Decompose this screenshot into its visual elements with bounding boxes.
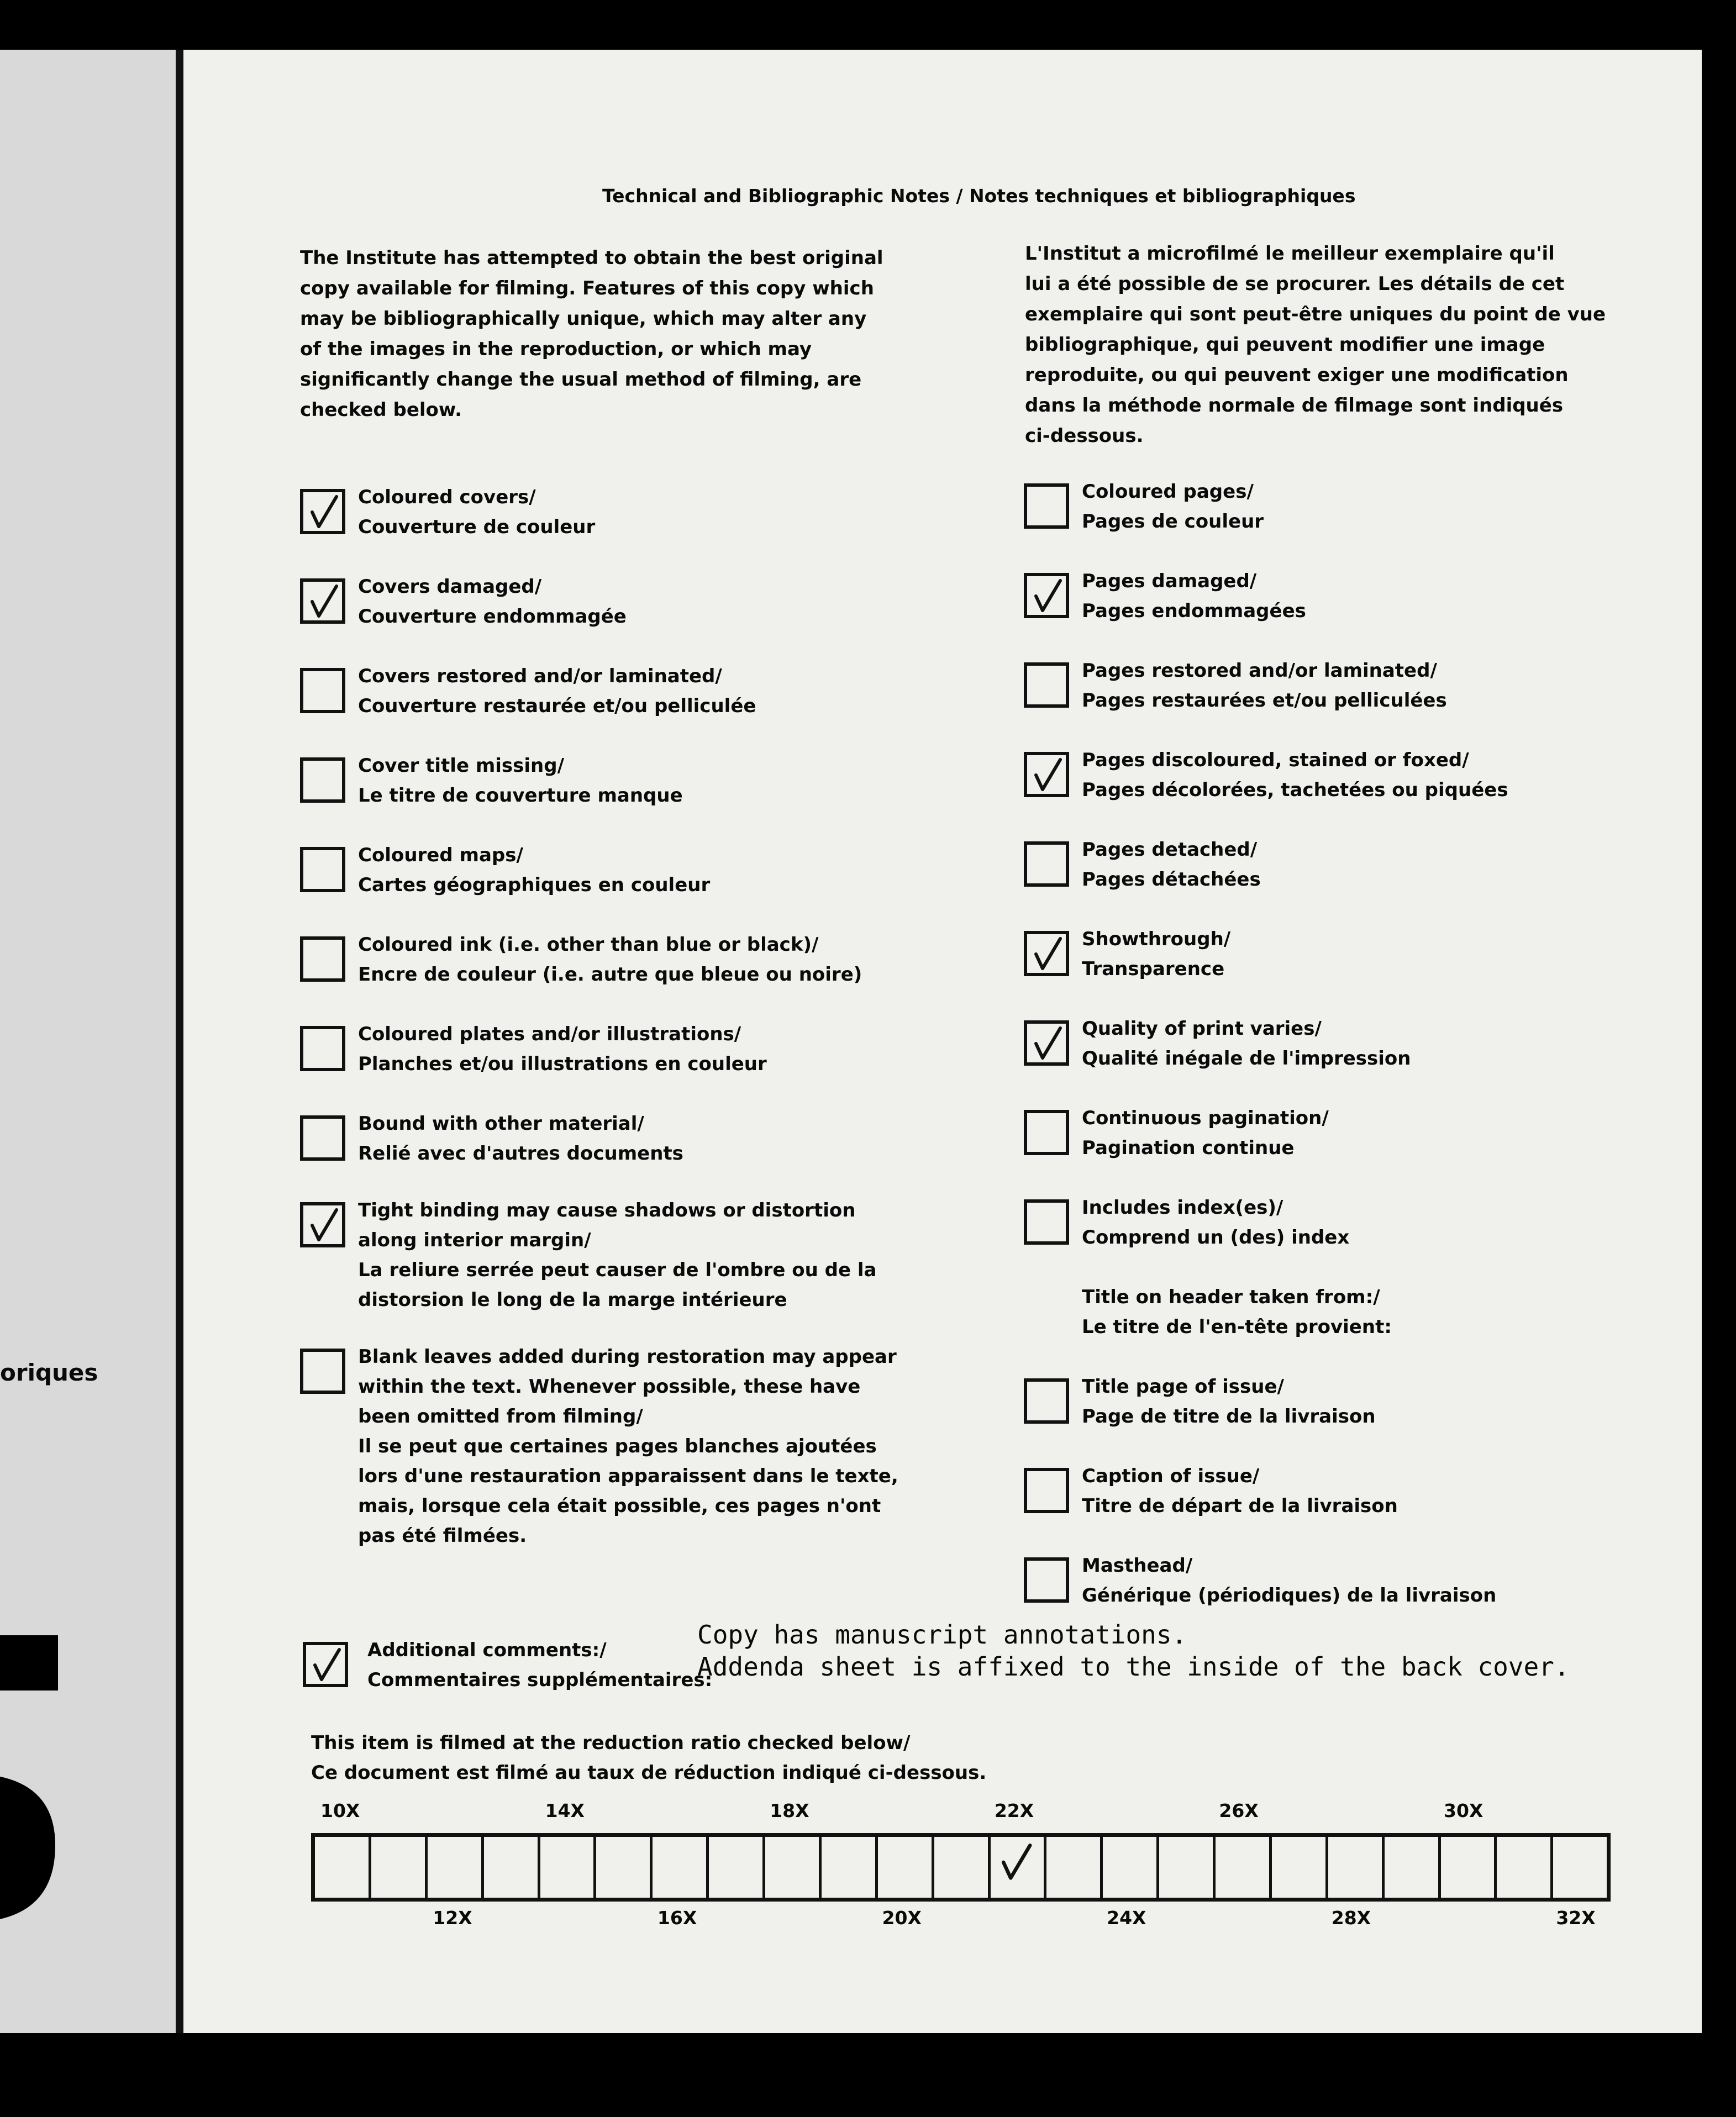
- item-label: [1082, 745, 1508, 805]
- item-label-line: Tight binding may cause shadows or distortion: [358, 1199, 856, 1221]
- item-checkbox[interactable]: [1024, 1199, 1069, 1245]
- item-label: [358, 840, 710, 900]
- item-label-line: Coloured pages/: [1082, 481, 1254, 503]
- item-checkbox[interactable]: [1024, 1557, 1069, 1603]
- intro-line: ci-dessous.: [1025, 425, 1144, 447]
- ratio-cell[interactable]: [822, 1837, 878, 1898]
- item-checkbox[interactable]: [300, 847, 345, 892]
- ratio-cell[interactable]: [1328, 1837, 1385, 1898]
- intro-line: may be bibliographically unique, which may alter any: [300, 308, 867, 330]
- item-checkbox[interactable]: [1024, 483, 1069, 529]
- item-label-line: within the text. Whenever possible, these have: [358, 1376, 861, 1398]
- ratio-label-top: 18X: [770, 1800, 809, 1821]
- ratio-cell[interactable]: [653, 1837, 709, 1898]
- item-label-line: Cover title missing/: [358, 755, 565, 777]
- ratio-label-bottom: 28X: [1331, 1907, 1371, 1929]
- item-label-line: Coloured covers/: [358, 486, 536, 508]
- item-label-line: along interior margin/: [358, 1229, 591, 1251]
- ratio-cell[interactable]: [1553, 1837, 1607, 1898]
- item-checkbox[interactable]: [300, 1349, 345, 1394]
- ratio-label-top: 22X: [994, 1800, 1034, 1821]
- checkmark-icon: [308, 1646, 344, 1685]
- item-checkbox[interactable]: [300, 1115, 345, 1161]
- ratio-cell[interactable]: [709, 1837, 765, 1898]
- intro-line: of the images in the reproduction, or which may: [300, 338, 812, 360]
- checkmark-icon: [306, 583, 341, 622]
- item-label: [1082, 1282, 1392, 1342]
- item-label-line: Pages restaurées et/ou pelliculées: [1082, 689, 1447, 712]
- item-label-line: Caption of issue/: [1082, 1465, 1260, 1487]
- item-label-line: Pages endommagées: [1082, 600, 1306, 622]
- item-label-line: Coloured plates and/or illustrations/: [358, 1023, 741, 1045]
- item-label-line: Showthrough/: [1082, 928, 1231, 950]
- intro-line: lui a été possible de se procurer. Les détails de cet: [1025, 273, 1565, 295]
- item-label: [358, 1019, 767, 1079]
- item-label-line: Couverture de couleur: [358, 516, 596, 538]
- item-label-line: Covers damaged/: [358, 576, 542, 598]
- item-label-line: Page de titre de la livraison: [1082, 1405, 1376, 1428]
- item-checkbox[interactable]: [300, 757, 345, 803]
- item-checkbox[interactable]: [1024, 752, 1069, 797]
- item-checkbox[interactable]: [300, 1026, 345, 1071]
- item-label-line: Pages détachées: [1082, 868, 1261, 891]
- item-label-line: distorsion le long de la marge intérieure: [358, 1289, 787, 1311]
- page-title: Technical and Bibliographic Notes / Notes techniques et bibliographiques: [602, 185, 1356, 207]
- item-label-line: Pages de couleur: [1082, 510, 1264, 533]
- checkmark-icon: [1029, 577, 1065, 616]
- item-label-line: Blank leaves added during restoration may appear: [358, 1346, 897, 1368]
- item-label: [1082, 1551, 1496, 1610]
- item-checkbox[interactable]: [300, 1202, 345, 1247]
- item-label-line: Covers restored and/or laminated/: [358, 665, 722, 687]
- item-label-line: Planches et/ou illustrations en couleur: [358, 1053, 767, 1075]
- item-label-line: Masthead/: [1082, 1555, 1193, 1577]
- item-label-line: Qualité inégale de l'impression: [1082, 1047, 1411, 1070]
- item-label-line: pas été filmées.: [358, 1525, 527, 1547]
- item-label-line: Pages damaged/: [1082, 570, 1257, 592]
- item-label: [1082, 1372, 1376, 1431]
- ratio-cell[interactable]: [1497, 1837, 1553, 1898]
- checkmark-icon: [1029, 1025, 1065, 1063]
- item-label: [358, 930, 862, 989]
- item-label-line: Transparence: [1082, 958, 1225, 980]
- item-label: [1082, 924, 1230, 984]
- ratio-label-bottom: 12X: [433, 1907, 472, 1929]
- item-checkbox[interactable]: [300, 578, 345, 624]
- intro-line: bibliographique, qui peuvent modifier une image: [1025, 334, 1545, 356]
- ratio-cell[interactable]: [1385, 1837, 1441, 1898]
- item-label-line: Générique (périodiques) de la livraison: [1082, 1584, 1497, 1607]
- ratio-cell[interactable]: [540, 1837, 597, 1898]
- intro-line: checked below.: [300, 399, 462, 421]
- intro-line: reproduite, ou qui peuvent exiger une modification: [1025, 364, 1569, 386]
- item-label-line: Relié avec d'autres documents: [358, 1142, 683, 1165]
- ratio-cell[interactable]: [991, 1837, 1047, 1898]
- item-label-line: Pages detached/: [1082, 839, 1258, 861]
- checkmark-icon: [1029, 756, 1065, 795]
- item-label-line: Couverture endommagée: [358, 605, 627, 628]
- ratio-label-top: 30X: [1444, 1800, 1484, 1821]
- item-label-line: lors d'une restauration apparaissent dans le texte,: [358, 1465, 898, 1487]
- item-checkbox[interactable]: [1024, 1378, 1069, 1424]
- item-label-line: La reliure serrée peut causer de l'ombre ou de la: [358, 1259, 877, 1281]
- ratio-label-bottom: 20X: [882, 1907, 922, 1929]
- ratio-cell[interactable]: [1103, 1837, 1159, 1898]
- adjacent-page-fragment: oriques: [0, 1359, 98, 1386]
- ratio-cell[interactable]: [428, 1837, 484, 1898]
- item-label-line: Includes index(es)/: [1082, 1197, 1283, 1219]
- intro-line: dans la méthode normale de filmage sont indiqués: [1025, 394, 1564, 417]
- additional-comments-checkbox[interactable]: [303, 1642, 348, 1687]
- ratio-cell[interactable]: [371, 1837, 428, 1898]
- intro-line: The Institute has attempted to obtain the best original: [300, 247, 883, 269]
- item-label: [1082, 1193, 1349, 1252]
- item-label-line: Le titre de l'en-tête provient:: [1082, 1316, 1392, 1338]
- intro-line: significantly change the usual method of filming, are: [300, 368, 862, 391]
- ratio-cell[interactable]: [1441, 1837, 1497, 1898]
- ratio-cell[interactable]: [765, 1837, 822, 1898]
- item-checkbox[interactable]: [1024, 1020, 1069, 1066]
- item-label-line: Pages décolorées, tachetées ou piquées: [1082, 779, 1508, 801]
- item-label: [358, 661, 756, 721]
- item-label: [358, 1109, 683, 1168]
- item-label-line: Encre de couleur (i.e. autre que bleue ou noire): [358, 963, 862, 986]
- item-label: [1082, 656, 1447, 715]
- item-label: [1082, 835, 1261, 894]
- item-label: [358, 1342, 898, 1551]
- checkmark-icon: [306, 1207, 341, 1245]
- item-checkbox[interactable]: [1024, 662, 1069, 708]
- item-label-line: mais, lorsque cela était possible, ces pages n'ont: [358, 1495, 881, 1517]
- ratio-cell[interactable]: [1046, 1837, 1103, 1898]
- item-label-line: Bound with other material/: [358, 1113, 644, 1135]
- additional-comments-text: Copy has manuscript annotations. Addenda sheet is affixed to the inside of the back cover.: [697, 1620, 1570, 1682]
- ratio-cell[interactable]: [934, 1837, 991, 1898]
- item-label: [1082, 566, 1306, 626]
- item-label-line: Quality of print varies/: [1082, 1018, 1322, 1040]
- item-label-line: Titre de départ de la livraison: [1082, 1495, 1398, 1517]
- intro-line: copy available for filming. Features of this copy which: [300, 277, 874, 299]
- ratio-label-top: 26X: [1219, 1800, 1259, 1821]
- ratio-cell[interactable]: [596, 1837, 653, 1898]
- ratio-cell[interactable]: [1159, 1837, 1216, 1898]
- item-label: [1082, 1461, 1398, 1521]
- ratio-label-top: 14X: [545, 1800, 585, 1821]
- reduction-ratio-strip: [311, 1833, 1611, 1902]
- additional-comments-label: Additional comments:/ Commentaires supplémentaires:: [367, 1639, 713, 1691]
- item-label-line: Continuous pagination/: [1082, 1107, 1329, 1129]
- ratio-checkmark-icon: [996, 1827, 1035, 1899]
- ratio-cell[interactable]: [315, 1837, 371, 1898]
- item-checkbox[interactable]: [300, 936, 345, 982]
- item-label: [1082, 477, 1264, 536]
- intro-line: exemplaire qui sont peut-être uniques du point de vue: [1025, 303, 1606, 325]
- item-label: [358, 751, 683, 810]
- item-label-line: Coloured maps/: [358, 844, 523, 866]
- item-label-line: Title on header taken from:/: [1082, 1286, 1380, 1308]
- ratio-cell[interactable]: [1272, 1837, 1328, 1898]
- item-label: [358, 572, 627, 631]
- item-label-line: Comprend un (des) index: [1082, 1226, 1350, 1249]
- item-label: [358, 482, 595, 542]
- checkmark-icon: [306, 493, 341, 532]
- ratio-cell[interactable]: [484, 1837, 540, 1898]
- item-checkbox[interactable]: [1024, 931, 1069, 976]
- item-checkbox[interactable]: [1024, 841, 1069, 887]
- target-glyph: [0, 1635, 61, 1923]
- ratio-label-bottom: 16X: [657, 1907, 697, 1929]
- item-label-line: Coloured ink (i.e. other than blue or black)/: [358, 934, 819, 956]
- checkmark-icon: [1029, 935, 1065, 974]
- item-label-line: been omitted from filming/: [358, 1405, 643, 1428]
- item-checkbox[interactable]: [300, 668, 345, 713]
- ratio-cell[interactable]: [878, 1837, 934, 1898]
- item-checkbox[interactable]: [1024, 573, 1069, 618]
- item-label-line: Couverture restaurée et/ou pelliculée: [358, 695, 756, 717]
- page-gutter: [176, 50, 183, 2033]
- item-label: [358, 1196, 876, 1315]
- item-checkbox[interactable]: [1024, 1110, 1069, 1155]
- reduction-ratio-note: This item is filmed at the reduction ratio checked below/ Ce document est filmé au taux de réduction indiqué ci-dessous.: [311, 1732, 987, 1784]
- item-label-line: Il se peut que certaines pages blanches ajoutées: [358, 1435, 877, 1457]
- item-label: [1082, 1014, 1411, 1073]
- item-label: [1082, 1103, 1329, 1163]
- ratio-label-top: 10X: [320, 1800, 360, 1821]
- item-label-line: Cartes géographiques en couleur: [358, 874, 711, 896]
- ratio-label-bottom: 24X: [1107, 1907, 1146, 1929]
- item-label-line: Pages discoloured, stained or foxed/: [1082, 749, 1469, 771]
- intro-line: L'Institut a microfilmé le meilleur exemplaire qu'il: [1025, 243, 1555, 265]
- item-checkbox[interactable]: [1024, 1468, 1069, 1513]
- intro-french: [1025, 239, 1606, 451]
- ratio-label-bottom: 32X: [1556, 1907, 1596, 1929]
- item-checkbox[interactable]: [300, 489, 345, 534]
- item-label-line: Title page of issue/: [1082, 1376, 1284, 1398]
- item-label-line: Le titre de couverture manque: [358, 784, 683, 807]
- item-label-line: Pagination continue: [1082, 1137, 1295, 1159]
- intro-english: [300, 243, 883, 425]
- ratio-cell[interactable]: [1216, 1837, 1272, 1898]
- item-label-line: Pages restored and/or laminated/: [1082, 660, 1437, 682]
